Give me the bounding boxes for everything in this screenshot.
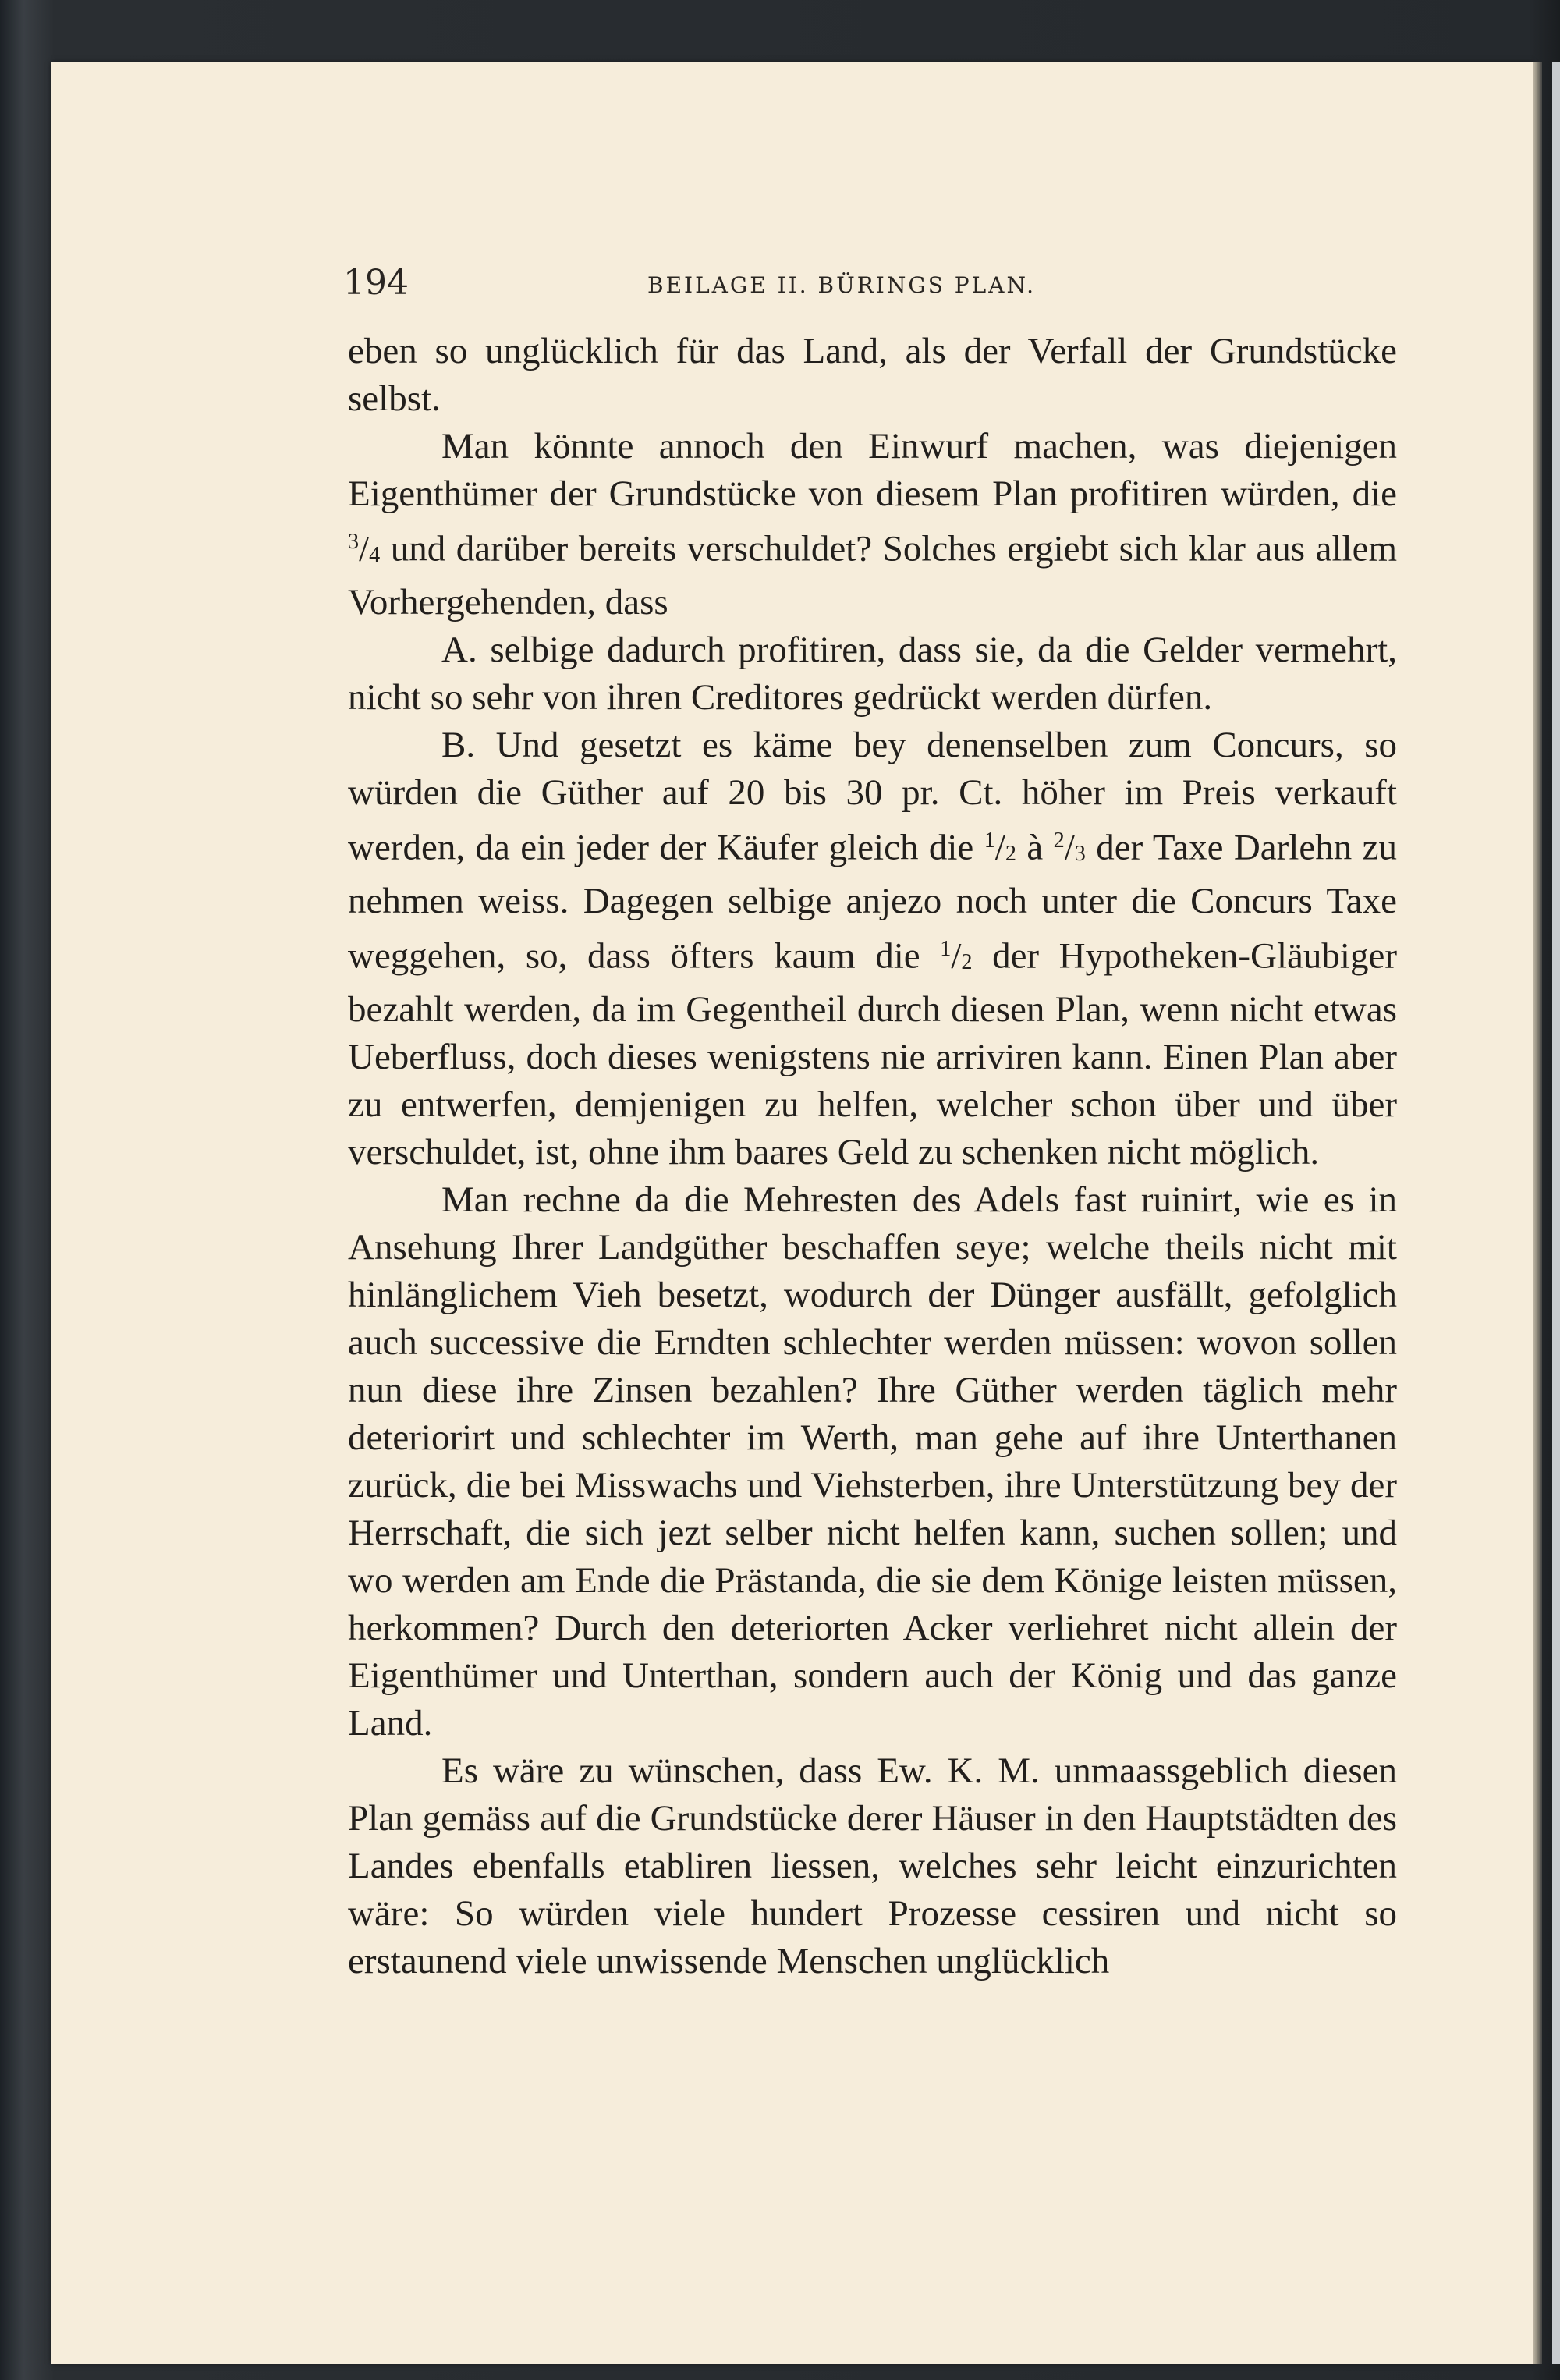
fraction-numerator: 1 [984,828,995,853]
running-title: BEILAGE II. BÜRINGS PLAN. [647,272,1037,298]
scan-margin [1552,62,1560,2364]
page-header [343,260,1400,307]
paragraph-b-text-c: der Taxe Darlehn zu nehmen weiss. Dagegen selbige anjezo noch unter die Concurs Taxe weggehen, so, dass öfters kaum die [348,827,1397,977]
fraction-numerator: 1 [940,936,952,961]
page-edge [1533,62,1542,2364]
fraction-numerator: 2 [1053,828,1065,853]
paragraph-6: Es wäre zu wünschen, dass Ew. K. M. unmaassgeblich diesen Plan gemäss auf die Grundstücke derer Häuser in den Hauptstädten des Landes ebenfalls etabliren liessen, welches sehr leicht einzurichten wäre: So würden viele hundert Prozesse cessiren und nicht so erstaunend viele unwissende Menschen unglücklich [348,1750,1397,1981]
body-text [348,328,1397,1985]
paragraph-2-text-b: und darüber bereits verschuldet? Solches ergiebt sich klar aus allem Vorhergehenden, dass [348,528,1397,622]
paragraph-2-text-a: Man könnte annoch den Einwurf machen, was diejenigen Eigenthümer der Grundstücke von diesem Plan profitiren würden, die [348,426,1397,514]
paragraph-b-text-b: à [1016,827,1054,868]
page-number: 194 [343,263,409,303]
paragraph-5: Man rechne da die Mehresten des Adels fast ruinirt, wie es in Ansehung Ihrer Landgüther beschaffen seye; welche theils nicht mit hinlänglichem Vieh besetzt, wodurch der Dünger ausfällt, gefolglich auch successive die Erndten schlechter werden müssen: wovon sollen nun diese ihre Zinsen bezahlen? Ihre Güther werden täglich mehr deteriorirt und schlechter im Werth, man gehe auf ihre Unterthanen zurück, die bei Misswachs und Viehsterben, ihre Unterstützung bey der Herrschaft, die sich jezt selber nicht helfen kann, suchen sollen; und wo werden am Ende die Prästanda, die sie dem Könige leisten müssen, herkommen? Durch den deteriorten Acker verliehret nicht allein der Eigenthümer und Unterthan, sondern auch der König und das ganze Land. [348,1179,1397,1743]
paragraph-b-text-a: B. Und gesetzt es käme bey denenselben zum Concurs, so würden die Güther auf 20 bis 30 pr. Ct. höher im Preis verkauft werden, da ein jeder der Käufer gleich die [348,724,1397,868]
paragraph-a: A. selbige dadurch profitiren, dass sie, da die Gelder vermehrt, nicht so sehr von ihren Creditores gedrückt werden dürfen. [348,629,1397,718]
fraction-denominator: 3 [1074,841,1086,866]
fraction-numerator: 3 [348,530,360,554]
paragraph-1: eben so unglücklich für das Land, als der Verfall der Grundstücke selbst. [348,331,1397,419]
paragraph-2: Man könnte annoch den Einwurf machen, was diejenigen Eigenthümer der Grundstücke von diesem Plan profitiren würden, die $^3/_4$ und darüber bereits verschuldet? Solches ergiebt sich klar aus allem Vorhergehenden, dass [348,426,1397,622]
fraction-denominator: 2 [961,949,973,974]
paragraph-b-text-d: der Hypotheken-Gläubiger bezahlt werden, da im Gegentheil durch diesen Plan, wenn nicht etwas Ueberfluss, doch dieses wenigstens nie arriviren kann. Einen Plan aber zu entwerfen, demjenigen zu helfen, welcher schon über und über verschuldet, ist, ohne ihm baares Geld zu schenken nicht möglich. [348,935,1397,1172]
fraction-denominator: 2 [1005,841,1016,866]
fraction-denominator: 4 [369,542,381,567]
paragraph-b: B. Und gesetzt es käme bey denenselben zum Concurs, so würden die Güther auf 20 bis 30 pr. Ct. höher im Preis verkauft werden, da ein jeder der Käufer gleich die $^1/_2$ à $^2/_3$ der Taxe Darlehn zu nehmen weiss. Dagegen selbige anjezo noch unter die Concurs Taxe weggehen, so, dass öfters kaum die $^1/_2$ der Hypotheken-Gläubiger bezahlt werden, da im Gegentheil durch diesen Plan, wenn nicht etwas Ueberfluss, doch dieses wenigstens nie arriviren kann. Einen Plan aber zu entwerfen, demjenigen zu helfen, welcher schon über und über verschuldet, ist, ohne ihm baares Geld zu schenken nicht möglich. [348,724,1397,1172]
